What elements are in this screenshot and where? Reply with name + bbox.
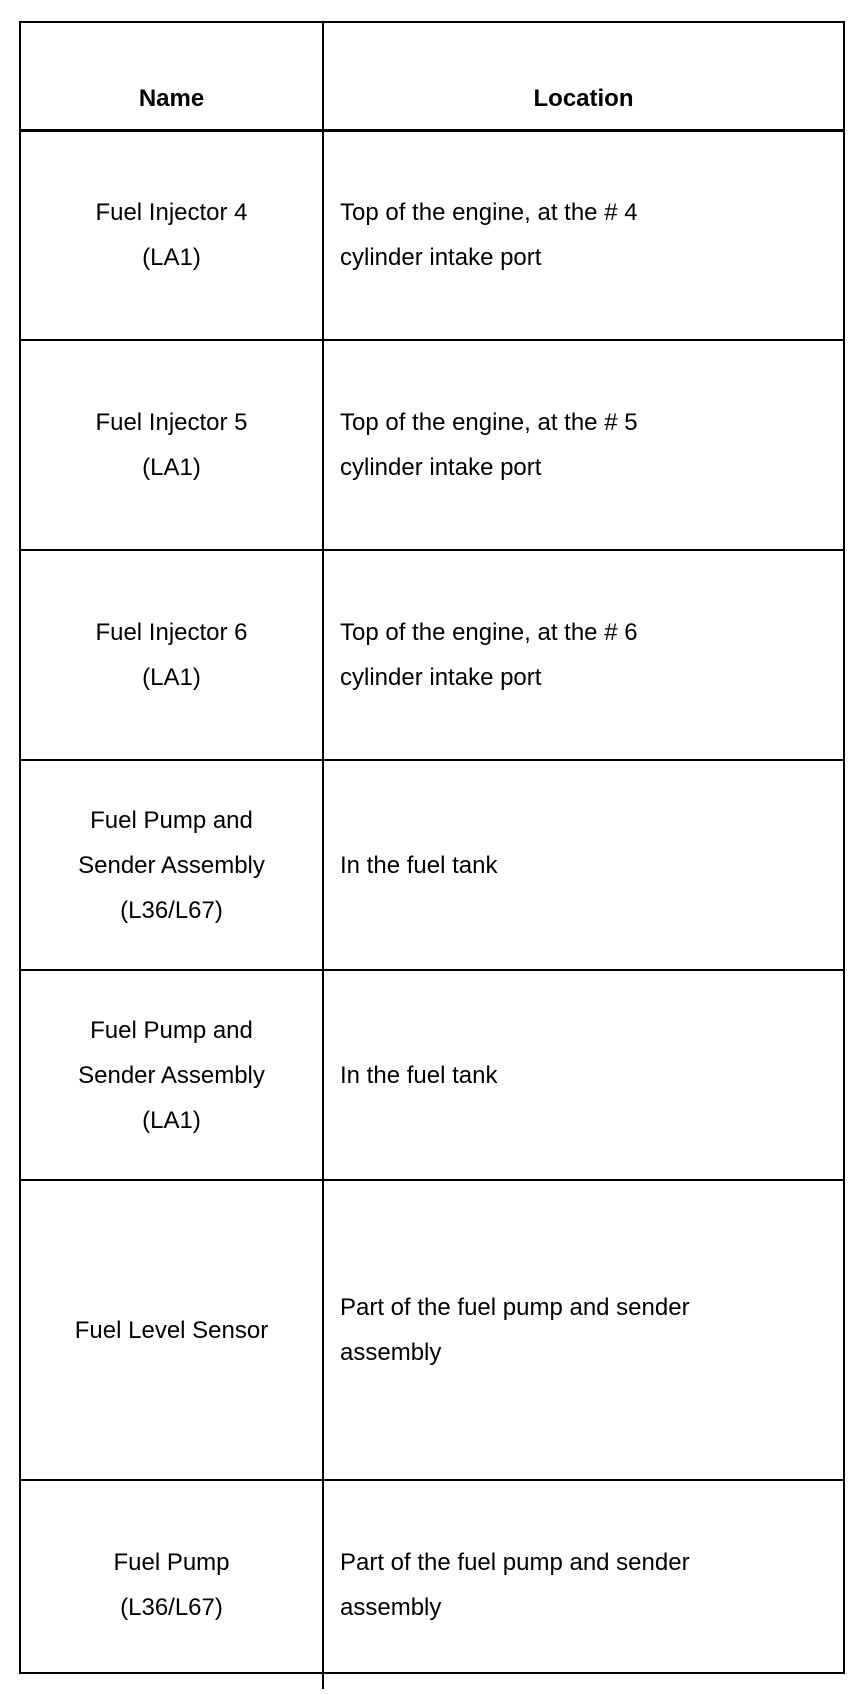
header-row <box>21 23 843 130</box>
component-name-cell: Fuel Injector 4 (LA1) <box>21 130 323 340</box>
component-location-table-frame <box>19 21 845 1674</box>
component-name-cell: Fuel Pump (L36/L67) <box>21 1480 323 1689</box>
component-location-table <box>21 23 843 1689</box>
table-body <box>21 130 843 1689</box>
component-name-cell: Fuel Injector 6 (LA1) <box>21 550 323 760</box>
component-location-cell: Top of the engine, at the # 5 cylinder intake port <box>323 340 843 550</box>
component-location-cell: Part of the fuel pump and sender assembly <box>323 1480 843 1689</box>
location-column-header: Location <box>323 23 843 130</box>
table-row <box>21 1180 843 1480</box>
component-location-cell: In the fuel tank <box>323 970 843 1180</box>
component-location-cell: Top of the engine, at the # 6 cylinder intake port <box>323 550 843 760</box>
name-column-header: Name <box>21 23 323 130</box>
table-header <box>21 23 843 130</box>
component-location-cell: In the fuel tank <box>323 760 843 970</box>
table-row <box>21 550 843 760</box>
component-name-cell: Fuel Pump and Sender Assembly (LA1) <box>21 970 323 1180</box>
table-row <box>21 970 843 1180</box>
component-location-cell: Top of the engine, at the # 4 cylinder intake port <box>323 130 843 340</box>
table-row <box>21 130 843 340</box>
component-name-cell: Fuel Injector 5 (LA1) <box>21 340 323 550</box>
table-row <box>21 760 843 970</box>
component-name-cell: Fuel Level Sensor <box>21 1180 323 1480</box>
component-name-cell: Fuel Pump and Sender Assembly (L36/L67) <box>21 760 323 970</box>
table-row <box>21 1480 843 1689</box>
table-row <box>21 340 843 550</box>
component-location-cell: Part of the fuel pump and sender assembly <box>323 1180 843 1480</box>
